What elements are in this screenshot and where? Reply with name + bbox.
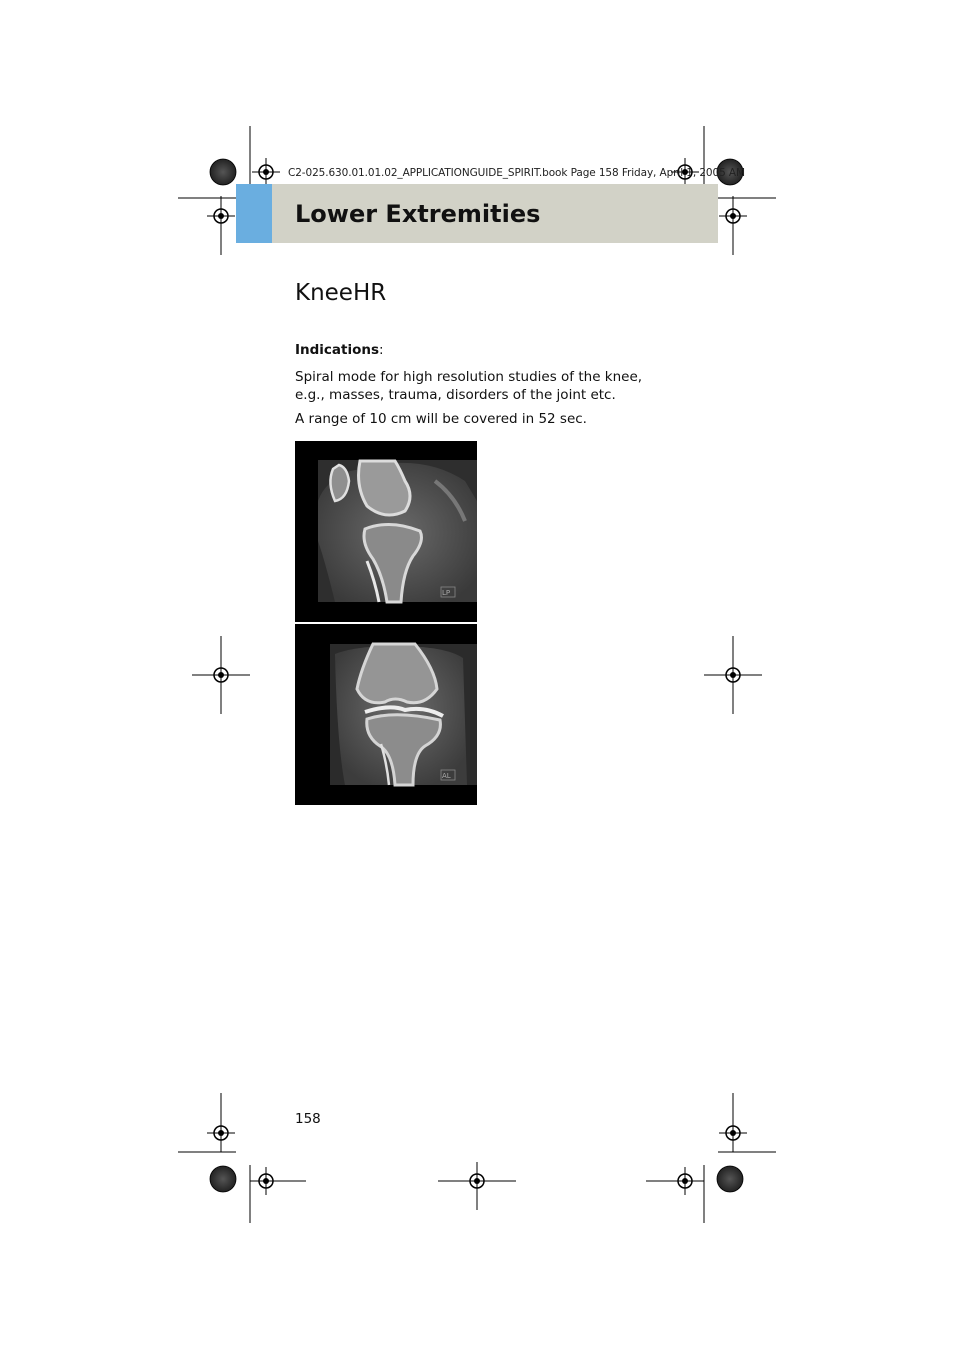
indications-heading <box>295 342 384 358</box>
indications-paragraph: Spiral mode for high resolution studies of the knee, e.g., masses, trauma, disorders of the joint etc. <box>295 369 643 403</box>
print-header: C2-025.630.01.01.02_APPLICATIONGUIDE_SPIRIT.book Page 158 Friday, April 1, 2005 AM <box>288 167 745 179</box>
page-number: 158 <box>295 1111 321 1127</box>
indications-label: Indications <box>295 342 380 358</box>
section-title: KneeHR <box>295 280 387 306</box>
scan-range-paragraph: A range of 10 cm will be covered in 52 sec. <box>295 411 587 427</box>
coronal-orientation-marker: AL <box>442 772 451 780</box>
ct-image-coronal <box>295 624 477 805</box>
sagittal-orientation-marker: LP <box>442 589 451 597</box>
chapter-title: Lower Extremities <box>295 200 541 228</box>
chapter-header-accent <box>236 184 272 243</box>
indications-colon: : <box>379 342 384 358</box>
ct-image-sagittal <box>295 441 477 622</box>
